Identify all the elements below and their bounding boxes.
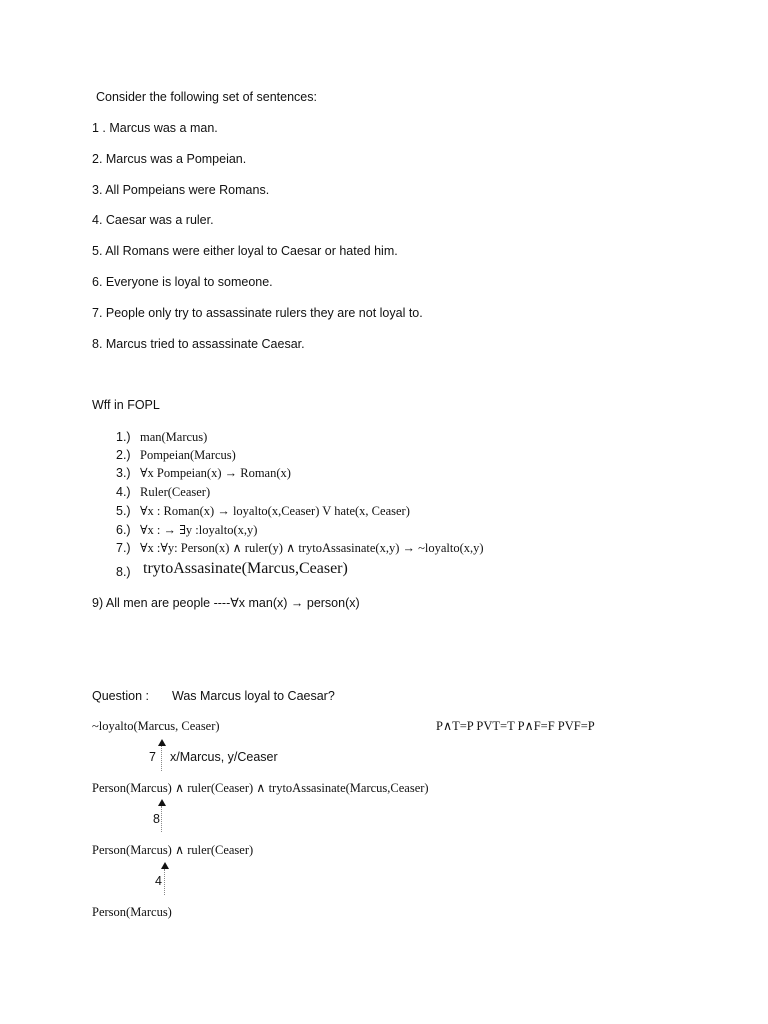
sentence-5: 5. All Romans were either loyal to Caesar or hated him. (92, 244, 398, 258)
derivation-1: Person(Marcus) ∧ ruler(Ceaser) ∧ trytoAssasinate(Marcus,Ceaser) (92, 781, 429, 795)
step-number: 4 (155, 874, 162, 888)
wff-number: 5.) (116, 504, 131, 518)
derivation-3: Person(Marcus) (92, 905, 172, 919)
wff-number: 1.) (116, 430, 131, 444)
statement-9: 9) All men are people ----∀x man(x) → person(x) (92, 596, 360, 610)
sentence-7: 7. People only try to assassinate rulers they are not loyal to. (92, 306, 423, 320)
sentence-4: 4. Caesar was a ruler. (92, 213, 214, 227)
wff-heading: Wff in FOPL (92, 398, 160, 412)
wff-item-1 (116, 430, 716, 446)
wff-item-8 (116, 562, 716, 582)
wff-formula: ∀x :∀y: Person(x) ∧ ruler(y) ∧ trytoAssasinate(x,y) → ~loyalto(x,y) (140, 541, 484, 555)
sentence-3: 3. All Pompeians were Romans. (92, 183, 270, 197)
truth-rules: P∧T=P PVT=T P∧F=F PVF=P (436, 719, 595, 733)
wff-number: 8.) (116, 565, 131, 579)
wff-formula: man(Marcus) (140, 430, 208, 444)
wff-number: 6.) (116, 523, 131, 537)
question-label: Question : (92, 689, 149, 703)
wff-formula: ∀x : → ∃y :loyalto(x,y) (140, 523, 258, 537)
wff-number: 3.) (116, 466, 131, 480)
step-number: 8 (153, 812, 160, 826)
wff-item-7 (116, 541, 736, 557)
sentence-8: 8. Marcus tried to assassinate Caesar. (92, 337, 305, 351)
wff-formula: trytoAssasinate(Marcus,Ceaser) (143, 560, 348, 577)
goal-formula: ~loyalto(Marcus, Ceaser) (92, 719, 220, 733)
wff-formula: Pompeian(Marcus) (140, 448, 236, 462)
step-substitution: x/Marcus, y/Ceaser (170, 750, 278, 764)
derivation-2: Person(Marcus) ∧ ruler(Ceaser) (92, 843, 254, 857)
wff-number: 4.) (116, 485, 131, 499)
sentence-1: 1 . Marcus was a man. (92, 121, 218, 135)
wff-number: 7.) (116, 541, 131, 555)
intro-text: Consider the following set of sentences: (96, 90, 317, 104)
wff-item-3 (116, 466, 716, 482)
wff-item-2 (116, 448, 716, 464)
wff-item-6 (116, 523, 716, 539)
wff-formula: ∀x Pompeian(x) → Roman(x) (140, 466, 291, 480)
sentence-2: 2. Marcus was a Pompeian. (92, 152, 247, 166)
question-text: Was Marcus loyal to Caesar? (172, 689, 335, 703)
up-arrow-icon (157, 739, 167, 771)
step-number: 7 (149, 750, 156, 764)
wff-formula: ∀x : Roman(x) → loyalto(x,Ceaser) V hate(x, Ceaser) (140, 504, 410, 518)
wff-item-4 (116, 485, 716, 501)
wff-number: 2.) (116, 448, 131, 462)
sentence-6: 6. Everyone is loyal to someone. (92, 275, 273, 289)
wff-formula: Ruler(Ceaser) (140, 485, 211, 499)
wff-item-5 (116, 504, 716, 520)
